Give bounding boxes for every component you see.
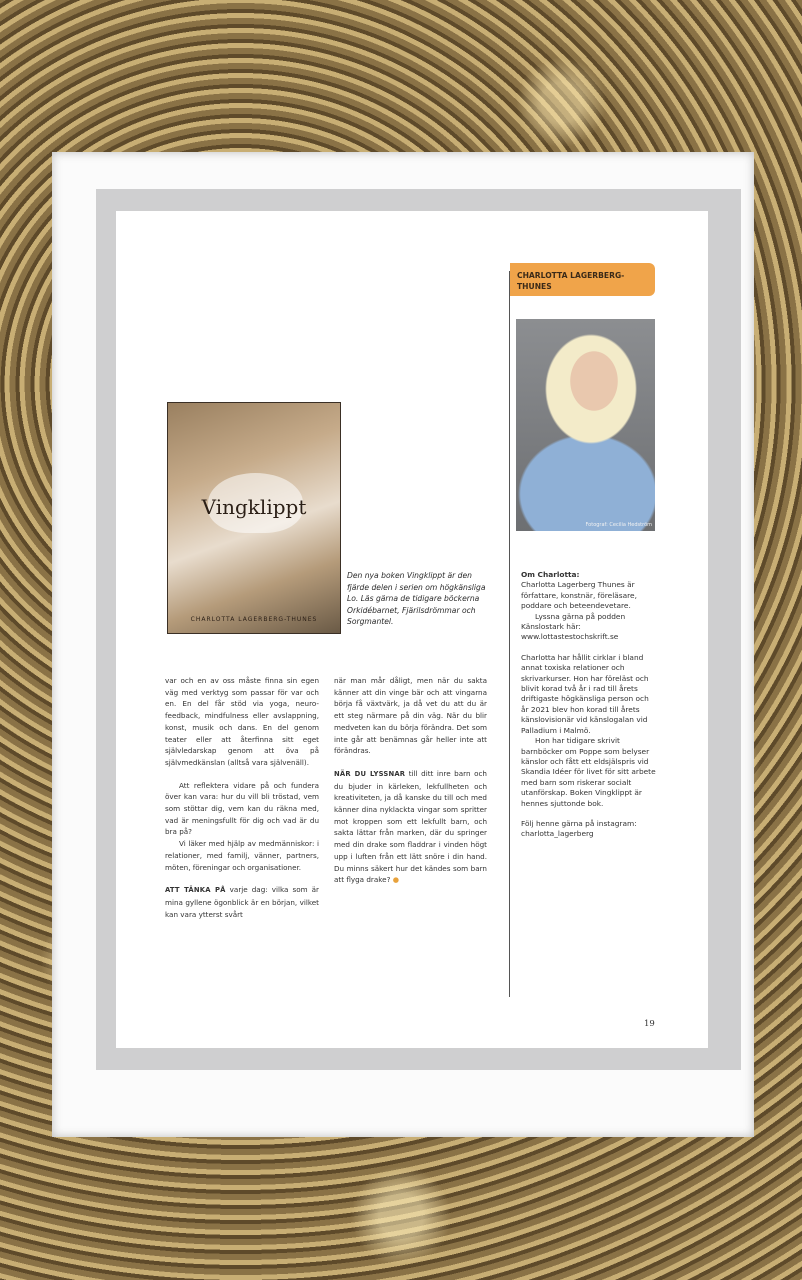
- book-cover-author: CHARLOTTA LAGERBERG-THUNES: [190, 616, 318, 623]
- bio-paragraph: Följ henne gärna på instagram:: [521, 818, 637, 828]
- bio-paragraph: Hon har tidigare skrivit barnböcker om Poppe som belyser känslor och fått ett eldsjälspris vid Skandia Idéer för livet för sitt arbete med barn som riskerar socialt utanförskap. Boken Vingklippt är hennes sjuttonde bok.: [521, 736, 656, 808]
- paragraph: Att reflektera vidare på och fundera över kan vara: hur du vill bli tröstad, vem som stöttar dig, vem kan du räkna med, vad är meningsfullt för dig och vad är du bra på?: [165, 780, 319, 837]
- bio-paragraph: Lyssna gärna på podden Känslostark här: www.lottastestochskrift.se: [521, 611, 626, 642]
- paragraph: var och en av oss måste finna sin egen väg med verktyg som passar för var och en. En del får stöd via yoga, neuro-feedback, mindfulness eller avslappning, konst, musik och dans. En del genom teater eller att återfinna sitt eget självledarskap genom att öva på självmedkänslan (alltså vara självenäll).: [165, 676, 319, 767]
- author-name-label: CHARLOTTA LAGERBERG-THUNES: [517, 271, 625, 291]
- bio-paragraph: Charlotta har hållit cirklar i bland annat toxiska relationer och skrivarkurser. Hon har föreläst och blivit korad två år i rad till årets driftigaste högkänsliga person och år 2021 blev hon korad till årets känslovisionär vid känslogalan vid Palladium i Malmö.: [521, 652, 649, 735]
- instagram-handle: charlotta_lagerberg: [521, 829, 594, 839]
- book-caption: Den nya boken Vingklippt är den fjärde delen i serien om högkänsliga Lo. Läs gärna de tidigare böckerna Orkidébarnet, Fjärilsdrömmar och Sorgmantel.: [347, 571, 486, 626]
- author-bio: [521, 570, 657, 840]
- author-name-tab: [510, 263, 655, 296]
- photo-credit: Fotograf: Cecilia Hedström: [585, 522, 652, 528]
- author-photo: [516, 319, 655, 531]
- paragraph: [165, 884, 319, 920]
- paragraph-text: varje dag: vilka som är mina gyllene ögonblick är en början, vilket kan vara ytterst svårt: [165, 885, 319, 919]
- paragraph-lead: ATT TÄNKA PÅ: [165, 886, 226, 895]
- sidebar-divider: [509, 271, 510, 997]
- paragraph: Vi läker med hjälp av medmänniskor: i relationer, med familj, vänner, partners, möten, föreningar och organisationer.: [165, 839, 319, 872]
- paragraph-lead: NÄR DU LYSSNAR: [334, 769, 406, 778]
- book-cover-title: Vingklippt: [201, 495, 307, 519]
- paragraph: [334, 768, 487, 886]
- article-column-2: [334, 675, 487, 897]
- page-number: 19: [644, 1019, 655, 1029]
- book-cover-image: [167, 402, 341, 634]
- paragraph: när man mår dåligt, men när du sakta känner att din vinge bär och att vingarna börja få växtvärk, ja då vet du att du är ett steg närmare på din väg. När du blir medveten kan du börja förändra. Det som inte går att benämnas går heller inte att förändras.: [334, 676, 487, 756]
- bio-paragraph: Charlotta Lagerberg Thunes är författare, konstnär, föreläsare, poddare och beteendevetare.: [521, 580, 637, 611]
- end-mark: ●: [392, 875, 400, 885]
- paragraph-text: till ditt inre barn och du bjuder in kärleken, lekfullheten och kreativiteten, ja då kanske du till och med känner dina nyklackta vingar som spritter mot kroppen som ett lekfullt barn, och sakta lättar från marken, där du springer med din drake som fladdrar i vinden högt upp i luften från ett lätt snöre i din hand. Du minns säkert hur det kändes som barn att flyga drake?: [334, 768, 487, 885]
- bio-heading: Om Charlotta:: [521, 570, 580, 579]
- article-column-1: [165, 675, 319, 931]
- magazine-page: [116, 211, 708, 1048]
